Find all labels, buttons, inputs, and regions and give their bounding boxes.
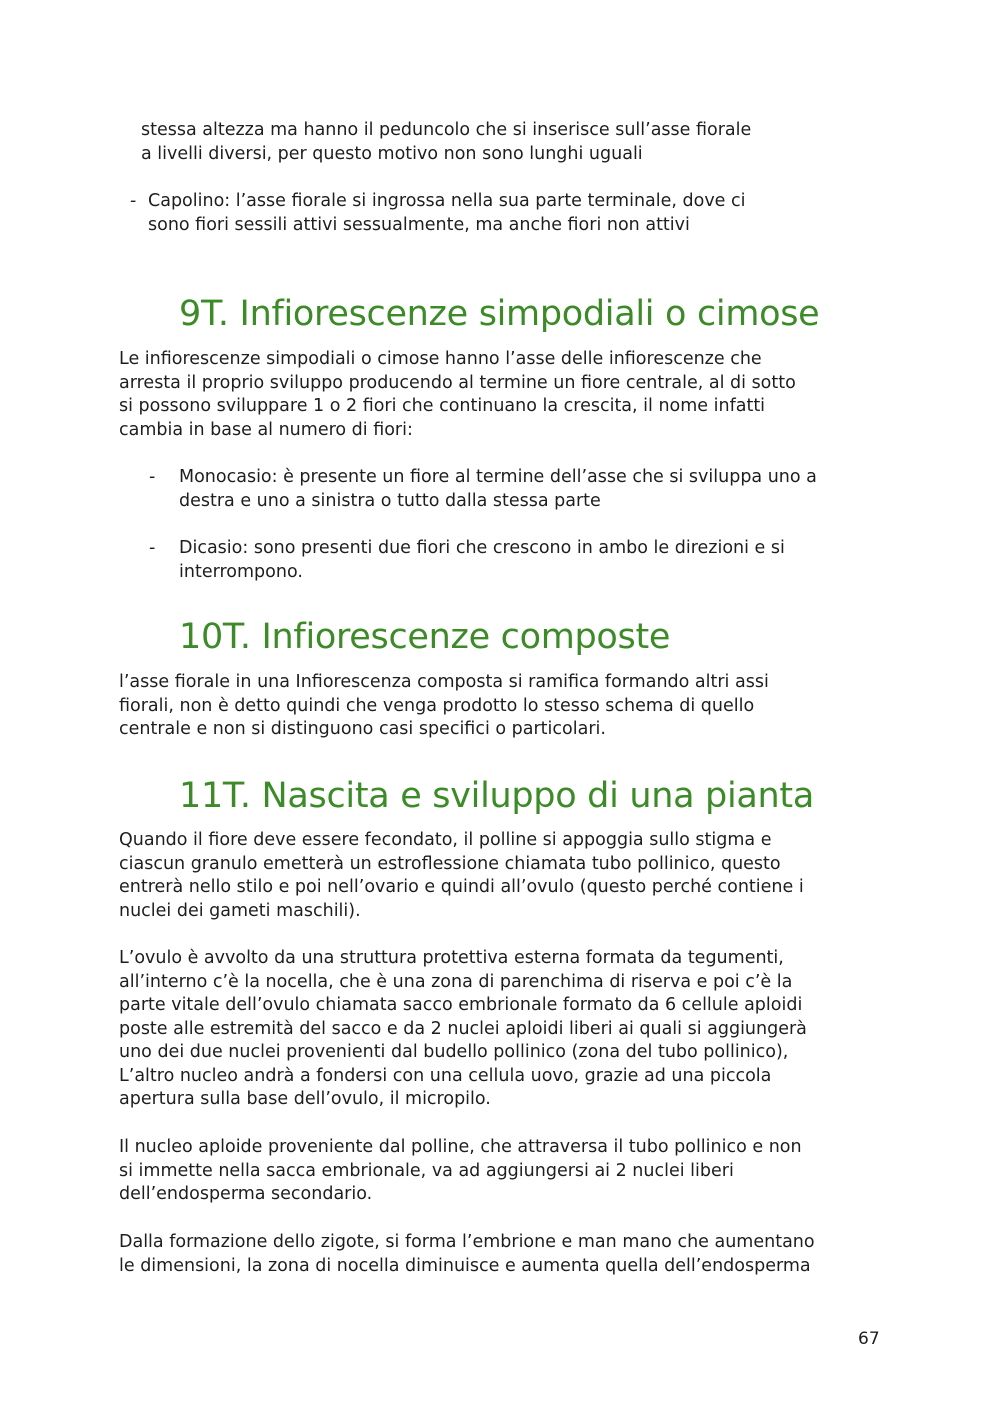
list-item-capolino bbox=[148, 190, 746, 237]
paragraph bbox=[119, 1231, 815, 1278]
text-line: Capolino: l’asse fiorale si ingrossa nella sua parte terminale, dove ci bbox=[148, 191, 746, 211]
paragraph bbox=[119, 947, 807, 1112]
text-line: dell’endosperma secondario. bbox=[119, 1184, 373, 1204]
list-item-dicasio bbox=[179, 537, 785, 584]
text-line: entrerà nello stilo e poi nell’ovario e quindi all’ovulo (questo perché contiene i bbox=[119, 877, 804, 897]
paragraph bbox=[119, 1136, 802, 1207]
paragraph bbox=[119, 671, 769, 742]
text-line: le dimensioni, la zona di nocella diminuisce e aumenta quella dell’endosperma bbox=[119, 1255, 811, 1276]
section-heading-9t: 9T. Infiorescenze simpodiali o cimose bbox=[179, 294, 820, 334]
text-line: arresta il proprio sviluppo producendo al termine un fiore centrale, al di sotto bbox=[119, 372, 796, 393]
text-line: L’ovulo è avvolto da una struttura protettiva esterna formata da tegumenti, bbox=[119, 948, 784, 968]
list-item-monocasio bbox=[179, 466, 817, 513]
bullet-dash: - bbox=[130, 191, 137, 211]
text-line: ciascun granulo emetterà un estroflessione chiamata tubo pollinico, questo bbox=[119, 853, 781, 874]
text-line: si possono sviluppare 1 o 2 fiori che continuano la crescita, il nome infatti bbox=[119, 396, 766, 416]
text-line: Monocasio: è presente un fiore al termine dell’asse che si sviluppa uno a bbox=[179, 467, 817, 487]
text-line: interrompono. bbox=[179, 561, 303, 582]
text-line: si immette nella sacca embrionale, va ad aggiungersi ai 2 nuclei liberi bbox=[119, 1160, 734, 1181]
bullet-dash: - bbox=[149, 538, 156, 558]
text-line: destra e uno a sinistra o tutto dalla stessa parte bbox=[179, 490, 601, 511]
text-line: nuclei dei gameti maschili). bbox=[119, 900, 361, 921]
paragraph bbox=[119, 829, 804, 923]
text-line: parte vitale dell’ovulo chiamata sacco embrionale formato da 6 cellule aploidi bbox=[119, 995, 803, 1015]
paragraph bbox=[119, 348, 796, 442]
text-line: centrale e non si distinguono casi specifici o particolari. bbox=[119, 719, 606, 739]
text-line: Il nucleo aploide proveniente dal polline, che attraversa il tubo pollinico e non bbox=[119, 1137, 802, 1157]
text-line: fiorali, non è detto quindi che venga prodotto lo stesso schema di quello bbox=[119, 695, 755, 716]
text-line: L’altro nucleo andrà a fondersi con una cellula uovo, grazie ad una piccola bbox=[119, 1065, 772, 1086]
text-line: poste alle estremità del sacco e da 2 nuclei aploidi liberi ai quali si aggiungerà bbox=[119, 1018, 807, 1039]
text-line: stessa altezza ma hanno il peduncolo che si inserisce sull’asse fiorale bbox=[141, 120, 752, 140]
text-line: l’asse fiorale in una Infiorescenza composta si ramifica formando altri assi bbox=[119, 672, 769, 692]
page-number: 67 bbox=[858, 1329, 880, 1349]
text-line: cambia in base al numero di fiori: bbox=[119, 419, 413, 440]
bullet-dash: - bbox=[149, 467, 156, 487]
text-line: Quando il fiore deve essere fecondato, il polline si appoggia sullo stigma e bbox=[119, 830, 772, 850]
text-line: sono fiori sessili attivi sessualmente, ma anche fiori non attivi bbox=[148, 214, 690, 235]
text-line: Dalla formazione dello zigote, si forma l’embrione e man mano che aumentano bbox=[119, 1232, 815, 1252]
text-line: Le infiorescenze simpodiali o cimose hanno l’asse delle infiorescenze che bbox=[119, 349, 762, 369]
text-line: all’interno c’è la nocella, che è una zona di parenchima di riserva e poi c’è la bbox=[119, 971, 793, 992]
text-line: uno dei due nuclei provenienti dal budello pollinico (zona del tubo pollinico), bbox=[119, 1042, 789, 1062]
text-line: apertura sulla base dell’ovulo, il micropilo. bbox=[119, 1089, 491, 1109]
text-line: Dicasio: sono presenti due fiori che crescono in ambo le direzioni e si bbox=[179, 538, 785, 558]
text-line: a livelli diversi, per questo motivo non sono lunghi uguali bbox=[141, 143, 643, 164]
section-heading-10t: 10T. Infiorescenze composte bbox=[179, 617, 671, 657]
section-heading-11t: 11T. Nascita e sviluppo di una pianta bbox=[179, 776, 814, 816]
intro-continuation bbox=[141, 119, 751, 166]
